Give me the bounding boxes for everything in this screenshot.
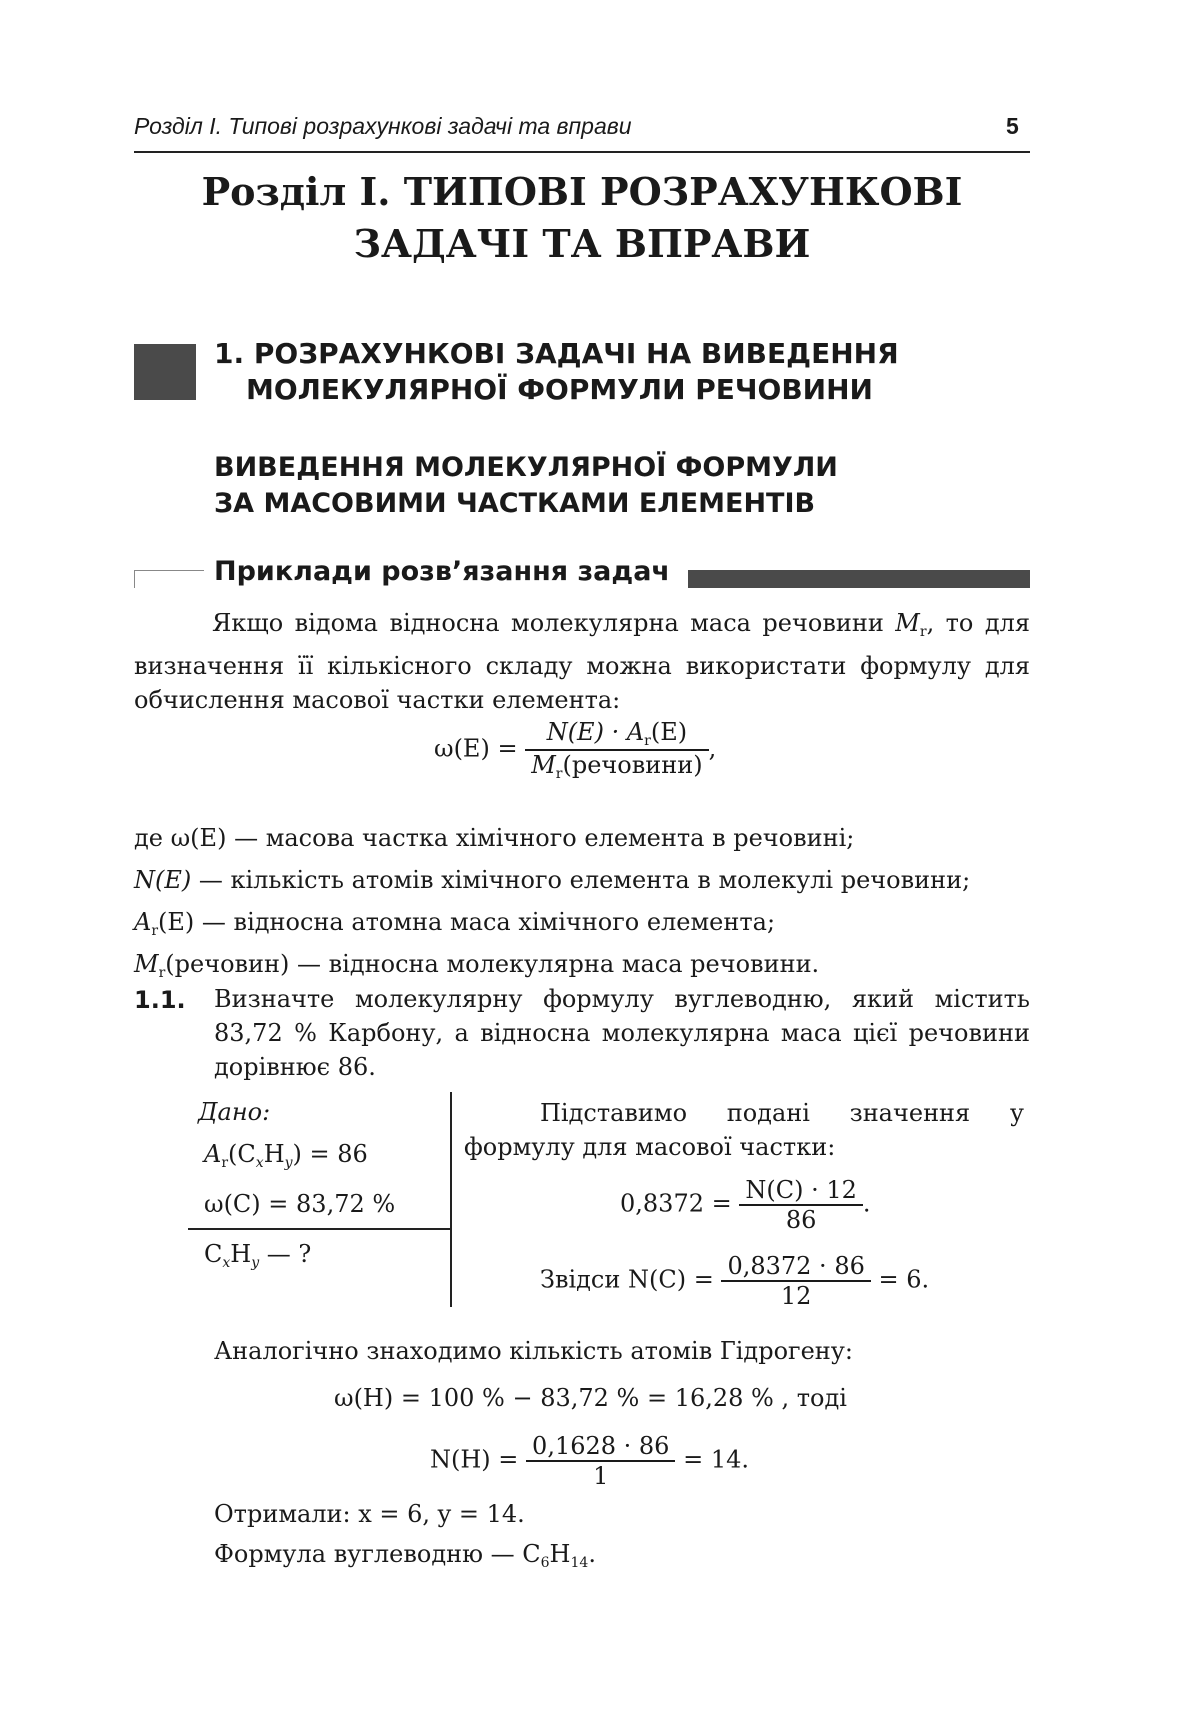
sol2-num: 0,8372 · 86: [721, 1252, 870, 1282]
formula-num-sub: r: [644, 733, 651, 749]
given-label: Дано:: [198, 1098, 271, 1126]
task-number: 1.1.: [134, 986, 186, 1014]
sol1-den: 86: [785, 1206, 817, 1234]
hyd2-fraction: [526, 1432, 675, 1490]
given1-sub: r: [221, 1155, 229, 1171]
hydrogen-count-formula: [430, 1432, 749, 1490]
running-title: Розділ І. Типові розрахункові задачі та вправи: [134, 113, 632, 139]
hyd2-num: 0,1628 · 86: [526, 1432, 675, 1462]
intro-paragraph: [134, 606, 1030, 717]
mass-fraction-formula: [434, 718, 716, 782]
sol1-tail: .: [862, 1189, 871, 1218]
result-text: Формула вуглеводню —: [214, 1540, 523, 1568]
given1-h: H: [263, 1140, 285, 1168]
formula-den-tail: (речовини): [562, 751, 703, 779]
given1-a: A: [204, 1140, 222, 1168]
solution-formula-1: [620, 1176, 871, 1234]
result-c-sub: 6: [540, 1555, 550, 1571]
def3-symbol: A: [134, 908, 152, 936]
result-h-sub: 14: [570, 1555, 589, 1571]
examples-bar: [688, 570, 1030, 588]
definition-1: [134, 824, 854, 852]
sol2-den: 12: [780, 1282, 812, 1310]
hyd2-lhs: N(H) =: [430, 1445, 519, 1474]
section-title-line2: МОЛЕКУЛЯРНОЇ ФОРМУЛИ РЕЧОВИНИ: [246, 373, 873, 406]
given-molar-mass: [204, 1140, 368, 1171]
def3-sub: r: [151, 923, 159, 939]
given1-c: (C: [228, 1140, 256, 1168]
header-rule: [134, 151, 1030, 153]
result-c: C: [522, 1540, 541, 1568]
def4-text: — відносна молекулярна маса речовини.: [289, 950, 820, 978]
intro-symbol: M: [895, 609, 920, 637]
formula-numerator: [525, 718, 708, 751]
section-title-line1: 1. РОЗРАХУНКОВІ ЗАДАЧІ НА ВИВЕДЕННЯ: [214, 337, 899, 370]
given1-y: y: [284, 1155, 293, 1171]
subsection-title: [214, 450, 838, 522]
result-end: .: [588, 1540, 596, 1568]
def4-symbol: M: [134, 950, 159, 978]
formula-fraction: [525, 718, 708, 782]
hydrogen-text: Аналогічно знаходимо кількість атомів Гідрогену:: [214, 1337, 853, 1365]
result-formula: [214, 1540, 596, 1571]
formula-lhs: ω(E) =: [434, 734, 518, 763]
definition-3: [134, 908, 775, 939]
def4-sub: r: [158, 965, 166, 981]
formula-denominator: [525, 751, 708, 782]
def1-text: — масова частка хімічного елемента в речовині;: [226, 824, 855, 852]
given-divider-vertical: [450, 1092, 452, 1307]
sol2-tail: = 6.: [878, 1265, 930, 1294]
section-marker: [134, 344, 196, 400]
examples-tick: [134, 570, 135, 588]
page-number: 5: [1006, 113, 1019, 139]
intro-symbol-sub: r: [919, 624, 927, 640]
def2-symbol: N(E): [134, 866, 192, 894]
def1-prefix: де: [134, 824, 171, 852]
given1-x: x: [255, 1155, 264, 1171]
formula-num-main: N(E) · A: [546, 718, 645, 746]
def2-text: — кількість атомів хімічного елемента в молекулі речовини;: [191, 866, 971, 894]
def4-tail: (речовин): [165, 950, 290, 978]
hyd2-den: 1: [593, 1462, 609, 1490]
chapter-title-line2: ЗАДАЧІ ТА ВПРАВИ: [353, 221, 811, 266]
subsection-title-line2: ЗА МАСОВИМИ ЧАСТКАМИ ЕЛЕМЕНТІВ: [214, 488, 816, 519]
subsection-title-line1: ВИВЕДЕННЯ МОЛЕКУЛЯРНОЇ ФОРМУЛИ: [214, 452, 838, 483]
result-h: H: [549, 1540, 571, 1568]
solution-text: Підставимо подані значення у формулу для масової частки:: [464, 1099, 1024, 1161]
sol1-fraction: [739, 1176, 863, 1234]
find-h: H: [230, 1240, 252, 1268]
find-y: y: [251, 1255, 260, 1271]
sol1-num: N(C) · 12: [739, 1176, 863, 1206]
formula-den-main: M: [531, 751, 556, 779]
formula-num-tail: (E): [650, 718, 688, 746]
result-values: Отримали: x = 6, y = 14.: [214, 1500, 525, 1528]
sol2-lhs: Звідси N(C) =: [540, 1265, 714, 1294]
def1-symbol: ω(E): [170, 824, 227, 852]
given-carbon-fraction: ω(C) = 83,72 %: [204, 1190, 396, 1218]
given1-end: ) = 86: [292, 1140, 368, 1168]
section-title: [214, 336, 899, 408]
formula-den-sub: r: [555, 766, 563, 782]
find-c: C: [204, 1240, 223, 1268]
chapter-title-line1: Розділ І. ТИПОВІ РОЗРАХУНКОВІ: [201, 169, 963, 214]
def3-tail: (E): [158, 908, 195, 936]
hydrogen-fraction-formula: ω(H) = 100 % − 83,72 % = 16,28 % , тоді: [334, 1384, 847, 1412]
definition-4: [134, 950, 819, 981]
given-divider-horizontal: [188, 1228, 450, 1230]
hyd2-tail: = 14.: [683, 1445, 749, 1474]
find-formula: [204, 1240, 311, 1271]
def3-text: — відносна атомна маса хімічного елемента;: [194, 908, 776, 936]
sol2-fraction: [721, 1252, 870, 1310]
find-end: — ?: [259, 1240, 312, 1268]
task-text: Визначте молекулярну формулу вуглеводню, який містить 83,72 % Карбону, а відносна молекулярна маса цієї речовини дорівнює 86.: [214, 985, 1030, 1081]
examples-rule-left: [134, 570, 204, 571]
solution-formula-2: [540, 1252, 929, 1310]
find-x: x: [222, 1255, 231, 1271]
intro-after: , то для визначення її кількісного складу можна використати формулу для обчислення масової частки елемента:: [134, 609, 1030, 714]
intro-before: Якщо відома відносна молекулярна маса речовини: [212, 609, 896, 637]
chapter-title: [134, 166, 1030, 270]
definition-2: [134, 866, 970, 894]
sol1-lhs: 0,8372 =: [620, 1189, 732, 1218]
formula-tail: ,: [708, 734, 717, 763]
examples-heading: Приклади розв’язання задач: [214, 556, 670, 587]
